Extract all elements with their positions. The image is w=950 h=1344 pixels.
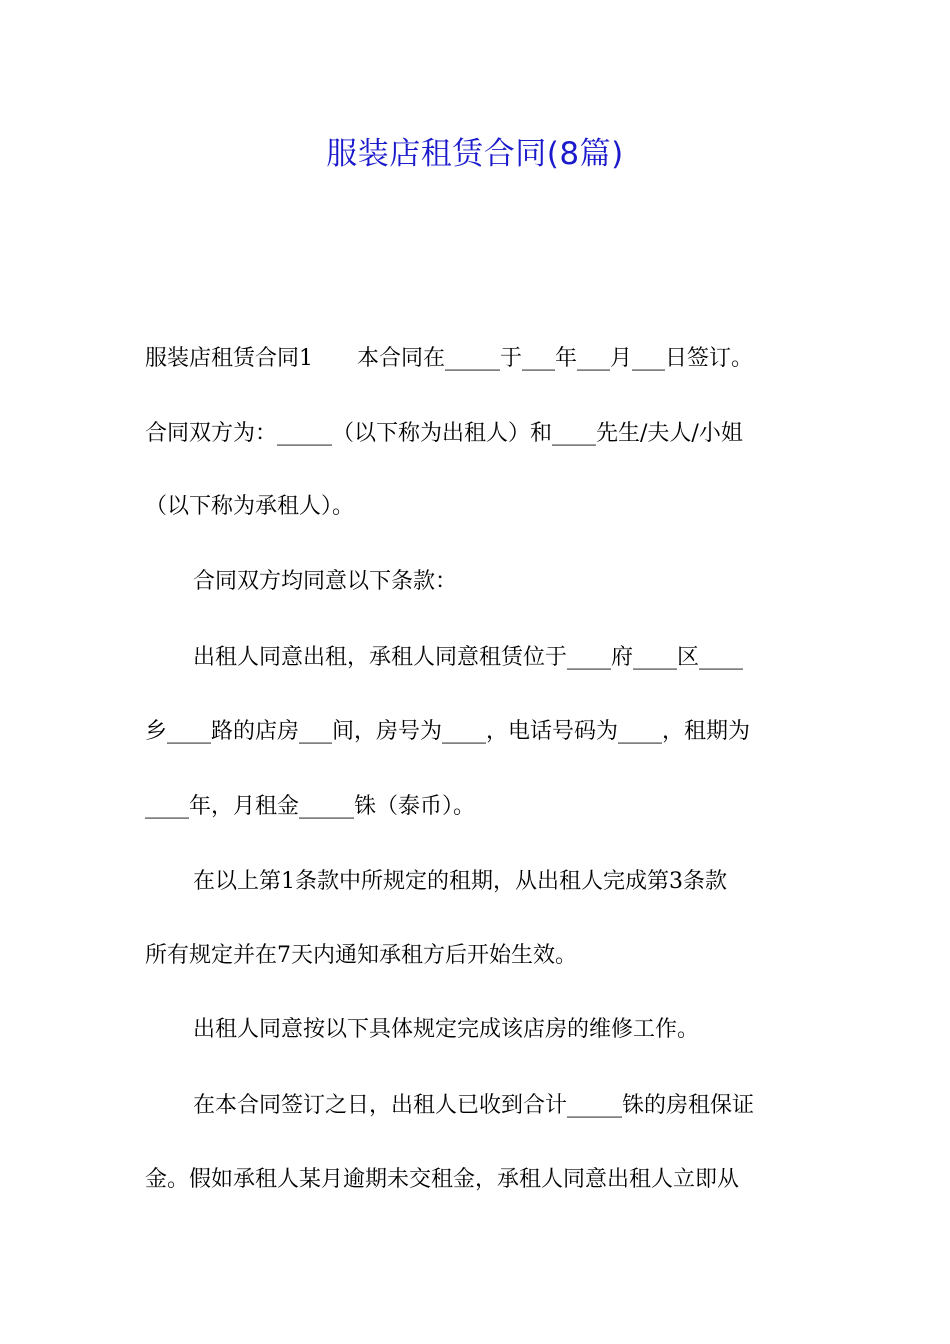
parties-line-continued: （以下称为承租人）。	[145, 494, 355, 519]
clause-1-line-1: 出租人同意出租，承租人同意租赁位于____府____区____	[193, 645, 744, 670]
document-title: 服装店租赁合同(8篇)	[326, 136, 624, 172]
clause-1-line-2: 乡____路的店房___间，房号为____，电话号码为____，租期为	[145, 719, 751, 744]
terms-intro-line: 合同双方均同意以下条款：	[193, 569, 458, 594]
contract-opening-line: 服装店租赁合同1 本合同在_____于___年___月___日签订。	[145, 346, 753, 371]
clause-2-line-2: 所有规定并在7天内通知承租方后开始生效。	[145, 943, 577, 968]
parties-line: 合同双方为：_____（以下称为出租人）和____先生/夫人/小姐	[145, 421, 743, 446]
clause-2-line-1: 在以上第1条款中所规定的租期，从出租人完成第3条款	[193, 869, 727, 894]
clause-1-line-3: ____年，月租金_____铢（泰币）。	[145, 794, 476, 819]
clause-3-line: 出租人同意按以下具体规定完成该店房的维修工作。	[193, 1017, 700, 1042]
clause-4-line-1: 在本合同签订之日，出租人已收到合计_____铢的房租保证	[193, 1093, 755, 1118]
clause-4-line-2: 金。假如承租人某月逾期未交租金，承租人同意出租人立即从	[145, 1167, 740, 1192]
